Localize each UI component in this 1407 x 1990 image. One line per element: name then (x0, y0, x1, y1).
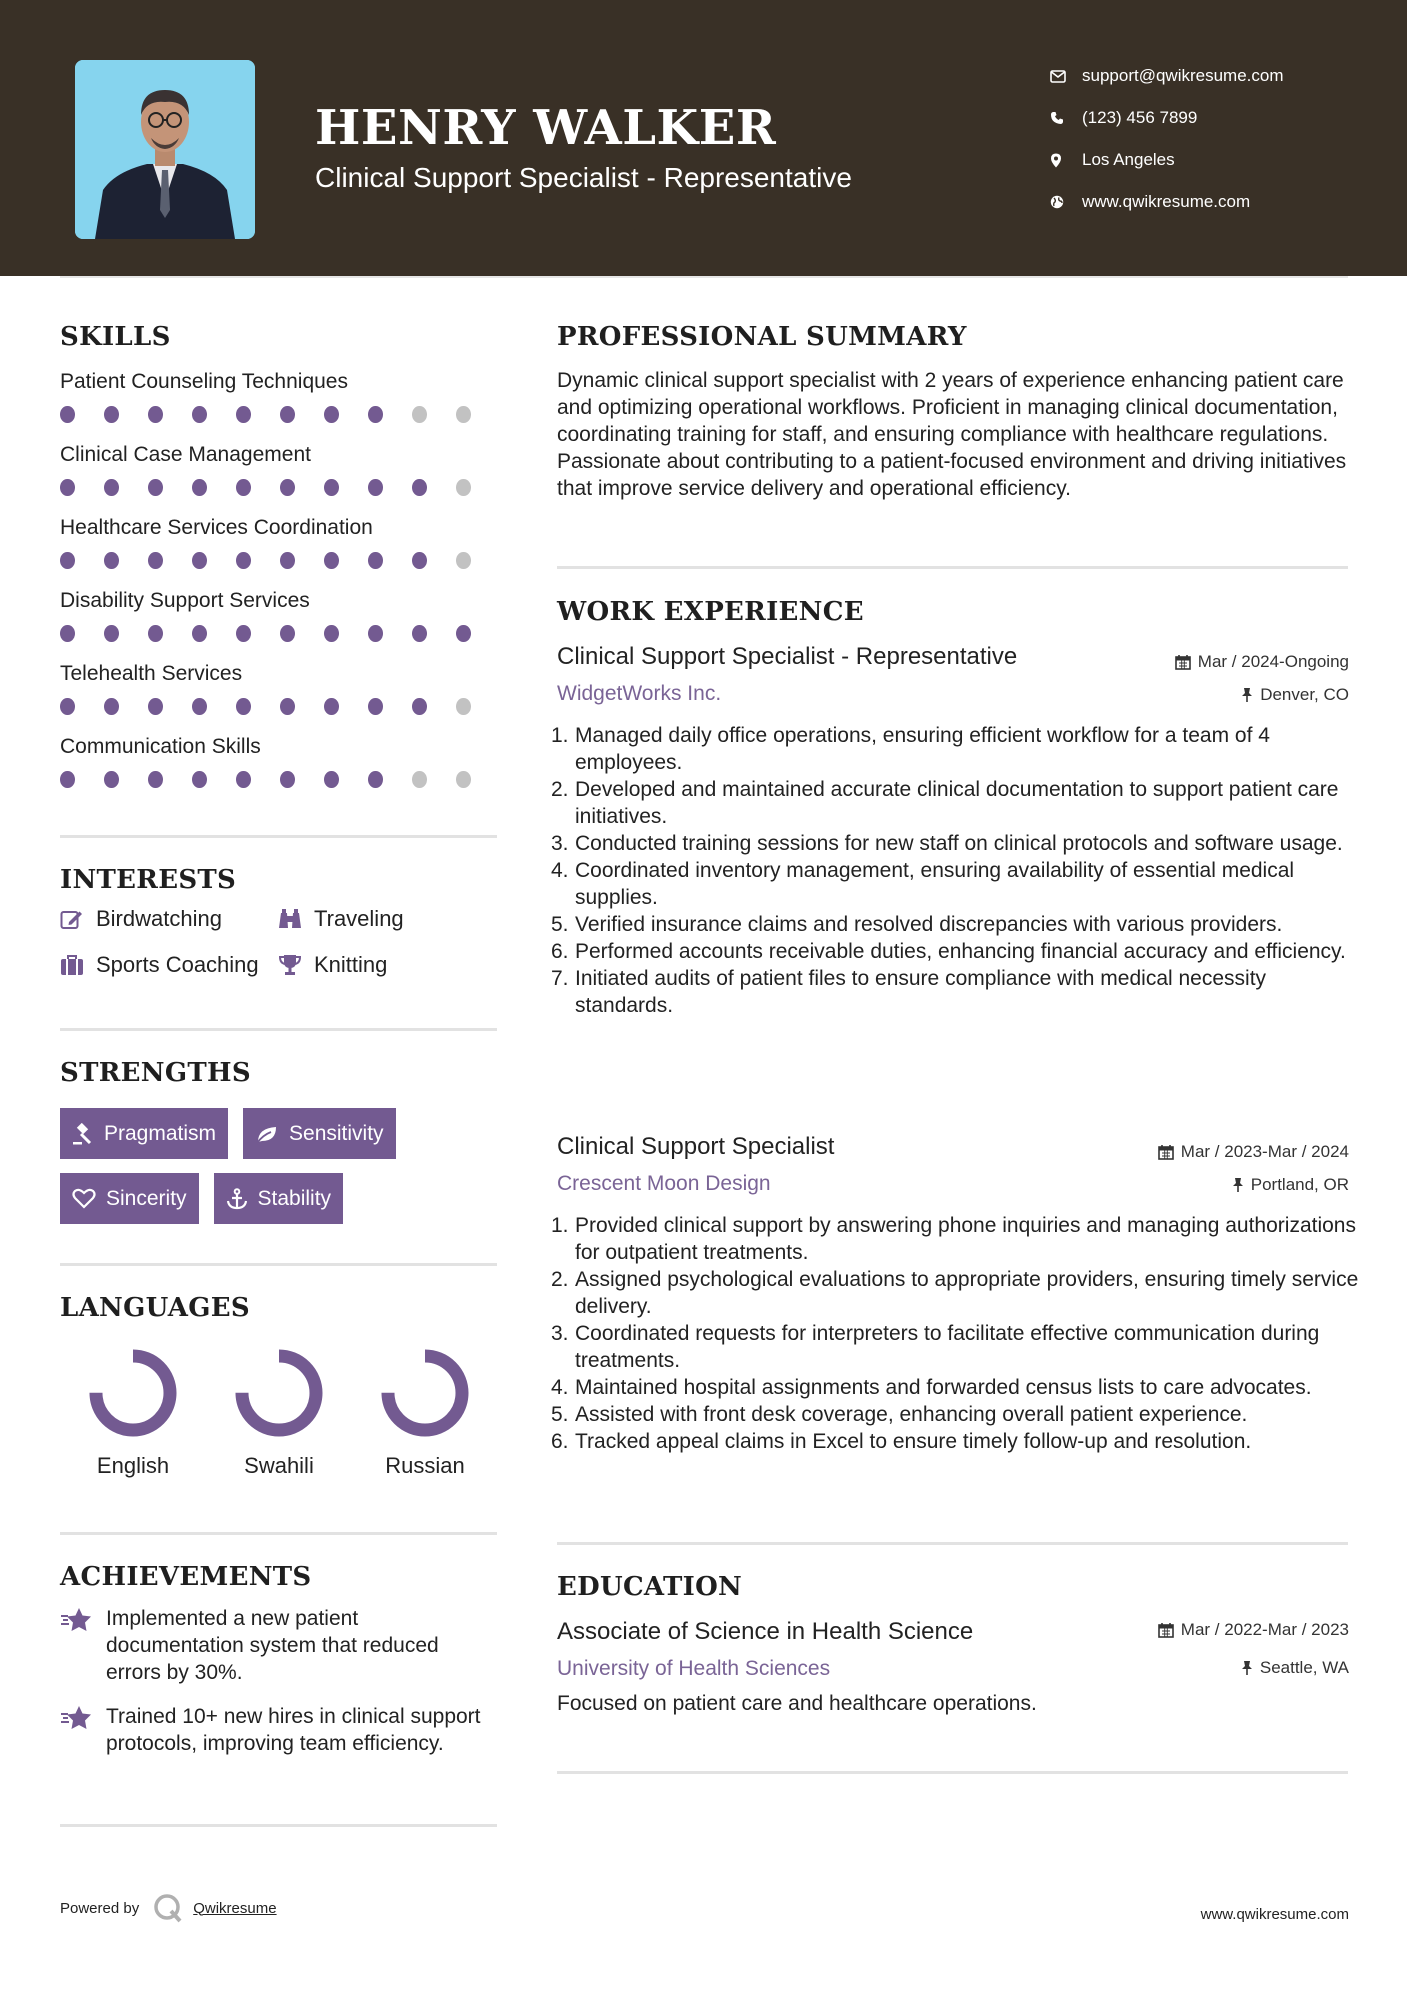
rating-dot (280, 771, 295, 788)
strength-badge (214, 1173, 344, 1224)
gavel-icon (72, 1123, 94, 1145)
language-label: Swahili (244, 1453, 314, 1478)
contact-location (1050, 139, 1284, 181)
strength-label: Sincerity (106, 1186, 187, 1210)
rating-dot (368, 552, 383, 569)
rating-dot (456, 406, 471, 423)
list-item: 4. Maintained hospital assignments and forwarded census lists to care advocates. (551, 1376, 1312, 1399)
rating-dot (192, 552, 207, 569)
rating-dot (456, 479, 471, 496)
binoculars-icon (278, 908, 302, 930)
skills-list (60, 365, 500, 803)
skill-item (60, 730, 500, 803)
rating-dot (148, 552, 163, 569)
achievement-text: Trained 10+ new hires in clinical support protocols, improving team efficiency. (106, 1705, 481, 1755)
rating-dot (456, 552, 471, 569)
list-item: 6. Tracked appeal claims in Excel to ensure timely follow-up and resolution. (551, 1430, 1252, 1453)
star-icon (60, 1607, 94, 1633)
rating-dot (192, 698, 207, 715)
contact-website[interactable] (1050, 181, 1284, 223)
skill-name: Communication Skills (60, 735, 261, 758)
contact-email-text: support@qwikresume.com (1082, 66, 1284, 85)
rating-dot (412, 698, 427, 715)
rating-dot (368, 771, 383, 788)
rating-dot (60, 479, 75, 496)
achievement-item (60, 1605, 500, 1686)
skills-title: SKILLS (60, 322, 171, 352)
language-level-ring (377, 1345, 473, 1441)
rating-dot (148, 406, 163, 423)
rating-dot (236, 771, 251, 788)
rating-dot (236, 625, 251, 642)
header-banner (0, 0, 1407, 276)
profile-photo (75, 60, 255, 239)
rating-dot (192, 479, 207, 496)
rating-dot (412, 771, 427, 788)
interest-item (60, 951, 278, 979)
rating-dot (148, 698, 163, 715)
achievements-list (60, 1605, 500, 1774)
strength-badge (60, 1108, 228, 1159)
skill-name: Disability Support Services (60, 589, 310, 612)
list-item: 1. Managed daily office operations, ensuring efficient workflow for a team of 4 employees. (551, 724, 1270, 774)
divider (60, 1263, 497, 1266)
school-name: University of Health Sciences (557, 1657, 831, 1680)
qwikresume-logo-icon (153, 1893, 183, 1923)
rating-dot (368, 698, 383, 715)
skill-item (60, 657, 500, 730)
skill-name: Telehealth Services (60, 662, 243, 685)
rating-dot (324, 406, 339, 423)
footer-powered-by (60, 1893, 277, 1923)
rating-dot (60, 552, 75, 569)
skill-name: Healthcare Services Coordination (60, 516, 373, 539)
rating-dot (280, 552, 295, 569)
language-level-ring (231, 1345, 327, 1441)
rating-dot (324, 771, 339, 788)
rating-dot (280, 406, 295, 423)
rating-dot (148, 625, 163, 642)
rating-dot (236, 698, 251, 715)
languages-title: LANGUAGES (60, 1293, 250, 1323)
briefcase-icon (60, 954, 84, 976)
rating-dot (104, 552, 119, 569)
job-location-text: Portland, OR (1250, 1175, 1349, 1194)
contact-list (1050, 55, 1284, 223)
heart-icon (72, 1188, 96, 1209)
divider (557, 1542, 1348, 1545)
interests-list (60, 905, 500, 979)
interest-item (60, 905, 278, 933)
rating-dot (148, 771, 163, 788)
rating-dot (412, 625, 427, 642)
rating-dot (60, 698, 75, 715)
list-item: 6. Performed accounts receivable duties, enhancing financial accuracy and efficiency. (551, 940, 1346, 963)
education-title: EDUCATION (557, 1572, 743, 1602)
rating-dot (412, 479, 427, 496)
job-location-text: Denver, CO (1260, 685, 1349, 704)
pencil-square-icon (60, 908, 84, 930)
language-item (206, 1345, 352, 1479)
interest-label: Sports Coaching (96, 952, 259, 977)
language-label: English (96, 1453, 170, 1478)
strength-badge (60, 1173, 199, 1224)
job-bullets (551, 1212, 1365, 1455)
rating-dot (104, 479, 119, 496)
education-location (1241, 1658, 1349, 1678)
summary-text: Dynamic clinical support specialist with 2 years of experience enhancing patient care and optimizing operational workflows. Proficient in managing clinical documentation, coordinating training for staff, and ensuring compliance with healthcare regulations. Passionate about contributing to a patient-focused environment and driving initiatives that improve service delivery and operational efficiency. (557, 369, 1347, 500)
skill-rating (60, 472, 500, 502)
language-level-arc (96, 1356, 170, 1430)
rating-dot (280, 625, 295, 642)
rating-dot (368, 406, 383, 423)
pushpin-icon (1241, 1660, 1253, 1676)
job-dates-text: Mar / 2024-Ongoing (1197, 652, 1349, 671)
rating-dot (236, 552, 251, 569)
rating-dot (104, 771, 119, 788)
contact-phone-text: (123) 456 7899 (1082, 108, 1198, 127)
company-name: WidgetWorks Inc. (557, 682, 722, 705)
pushpin-icon (1241, 687, 1253, 703)
languages-list (60, 1345, 500, 1479)
rating-dot (192, 625, 207, 642)
rating-dot (456, 698, 471, 715)
leaf-icon (255, 1124, 279, 1144)
interest-item (278, 905, 478, 933)
skill-rating (60, 545, 500, 575)
map-pin-icon (1050, 153, 1082, 168)
job-dates-text: Mar / 2023-Mar / 2024 (1180, 1142, 1349, 1161)
rating-dot (236, 479, 251, 496)
rating-dot (412, 406, 427, 423)
interest-label: Traveling (314, 906, 404, 931)
job-title: Clinical Support Specialist - Representative (557, 643, 1018, 670)
anchor-icon (226, 1188, 248, 1210)
pushpin-icon (1232, 1177, 1244, 1193)
rating-dot (148, 479, 163, 496)
calendar-icon (1158, 1622, 1174, 1638)
strength-label: Pragmatism (104, 1121, 217, 1145)
rating-dot (104, 698, 119, 715)
list-item: 4. Coordinated inventory management, ensuring availability of essential medical supplies. (551, 859, 1295, 909)
qwikresume-link[interactable]: Qwikresume (193, 1899, 277, 1917)
rating-dot (412, 552, 427, 569)
rating-dot (192, 406, 207, 423)
achievement-item (60, 1703, 500, 1757)
divider (557, 1771, 1348, 1774)
divider (557, 566, 1348, 569)
rating-dot (60, 406, 75, 423)
rating-dot (456, 771, 471, 788)
candidate-name: HENRY WALKER (315, 100, 777, 156)
contact-location-text: Los Angeles (1082, 150, 1175, 169)
rating-dot (280, 698, 295, 715)
language-label: Russian (385, 1453, 465, 1478)
rating-dot (324, 625, 339, 642)
list-item: 3. Coordinated requests for interpreters to facilitate effective communication during treatments. (551, 1322, 1320, 1372)
job-dates (1175, 652, 1349, 672)
list-item: 7. Initiated audits of patient files to ensure compliance with medical necessity standards. (551, 967, 1267, 1017)
education-dates (1158, 1620, 1349, 1640)
job-location (1232, 1175, 1349, 1195)
skill-item (60, 584, 500, 657)
trophy-icon (278, 954, 302, 976)
candidate-headline: Clinical Support Specialist - Representative (315, 162, 852, 193)
strengths-list (60, 1108, 500, 1238)
interest-item (278, 951, 478, 979)
list-item: 3. Conducted training sessions for new staff on clinical protocols and software usage. (551, 832, 1343, 855)
job-title: Clinical Support Specialist (557, 1133, 835, 1160)
contact-email[interactable] (1050, 55, 1284, 97)
language-level-ring (85, 1345, 181, 1441)
rating-dot (236, 406, 251, 423)
footer-website-link[interactable]: www.qwikresume.com (1200, 1906, 1349, 1923)
list-item: 1. Provided clinical support by answering phone inquiries and managing authorizations for outpatient treatments. (551, 1214, 1356, 1264)
list-item: 5. Verified insurance claims and resolved discrepancies with various providers. (551, 913, 1283, 936)
job-location (1241, 685, 1349, 705)
language-item (352, 1345, 498, 1479)
divider (60, 1824, 497, 1827)
skill-rating (60, 764, 500, 794)
rating-dot (60, 771, 75, 788)
achievement-text: Implemented a new patient documentation system that reduced errors by 30%. (106, 1607, 439, 1684)
skill-name: Patient Counseling Techniques (60, 370, 348, 393)
powered-by-text: Powered by (60, 1899, 140, 1917)
header-divider (60, 276, 1348, 278)
rating-dot (368, 625, 383, 642)
rating-dot (368, 479, 383, 496)
contact-phone[interactable] (1050, 97, 1284, 139)
strength-label: Sensitivity (289, 1121, 384, 1145)
job-dates (1158, 1142, 1349, 1162)
degree-title: Associate of Science in Health Science (557, 1618, 974, 1645)
summary-title: PROFESSIONAL SUMMARY (557, 322, 967, 352)
language-level-arc (242, 1356, 316, 1430)
company-name: Crescent Moon Design (557, 1172, 771, 1195)
rating-dot (324, 698, 339, 715)
calendar-icon (1158, 1144, 1174, 1160)
skill-rating (60, 618, 500, 648)
experience-title: WORK EXPERIENCE (557, 597, 864, 627)
strength-label: Stability (257, 1186, 332, 1210)
rating-dot (104, 625, 119, 642)
rating-dot (280, 479, 295, 496)
skill-item (60, 365, 500, 438)
interest-label: Knitting (314, 952, 388, 977)
star-icon (60, 1705, 94, 1731)
language-item (60, 1345, 206, 1479)
interest-label: Birdwatching (96, 906, 222, 931)
language-level-arc (388, 1356, 462, 1430)
list-item: 2. Developed and maintained accurate clinical documentation to support patient care initiatives. (551, 778, 1339, 828)
divider (60, 1532, 497, 1535)
calendar-icon (1175, 654, 1191, 670)
contact-website-text: www.qwikresume.com (1082, 192, 1251, 211)
skill-item (60, 438, 500, 511)
job-bullets (551, 722, 1365, 1019)
divider (60, 1028, 497, 1031)
divider (60, 835, 497, 838)
rating-dot (192, 771, 207, 788)
globe-icon (1050, 195, 1082, 209)
list-item: 2. Assigned psychological evaluations to appropriate providers, ensuring timely service delivery. (551, 1268, 1359, 1318)
list-item: 5. Assisted with front desk coverage, enhancing overall patient experience. (551, 1403, 1248, 1426)
skill-name: Clinical Case Management (60, 443, 311, 466)
rating-dot (60, 625, 75, 642)
achievements-title: ACHIEVEMENTS (60, 1562, 312, 1592)
skill-rating (60, 399, 500, 429)
skill-item (60, 511, 500, 584)
education-location-text: Seattle, WA (1259, 1658, 1349, 1677)
rating-dot (104, 406, 119, 423)
strengths-title: STRENGTHS (60, 1058, 251, 1088)
envelope-icon (1050, 70, 1082, 83)
rating-dot (456, 625, 471, 642)
strength-badge (243, 1108, 396, 1159)
phone-icon (1050, 111, 1082, 125)
rating-dot (324, 552, 339, 569)
interests-title: INTERESTS (60, 865, 237, 895)
education-description: Focused on patient care and healthcare operations. (557, 1692, 1037, 1715)
skill-rating (60, 691, 500, 721)
rating-dot (324, 479, 339, 496)
education-dates-text: Mar / 2022-Mar / 2023 (1180, 1620, 1349, 1639)
